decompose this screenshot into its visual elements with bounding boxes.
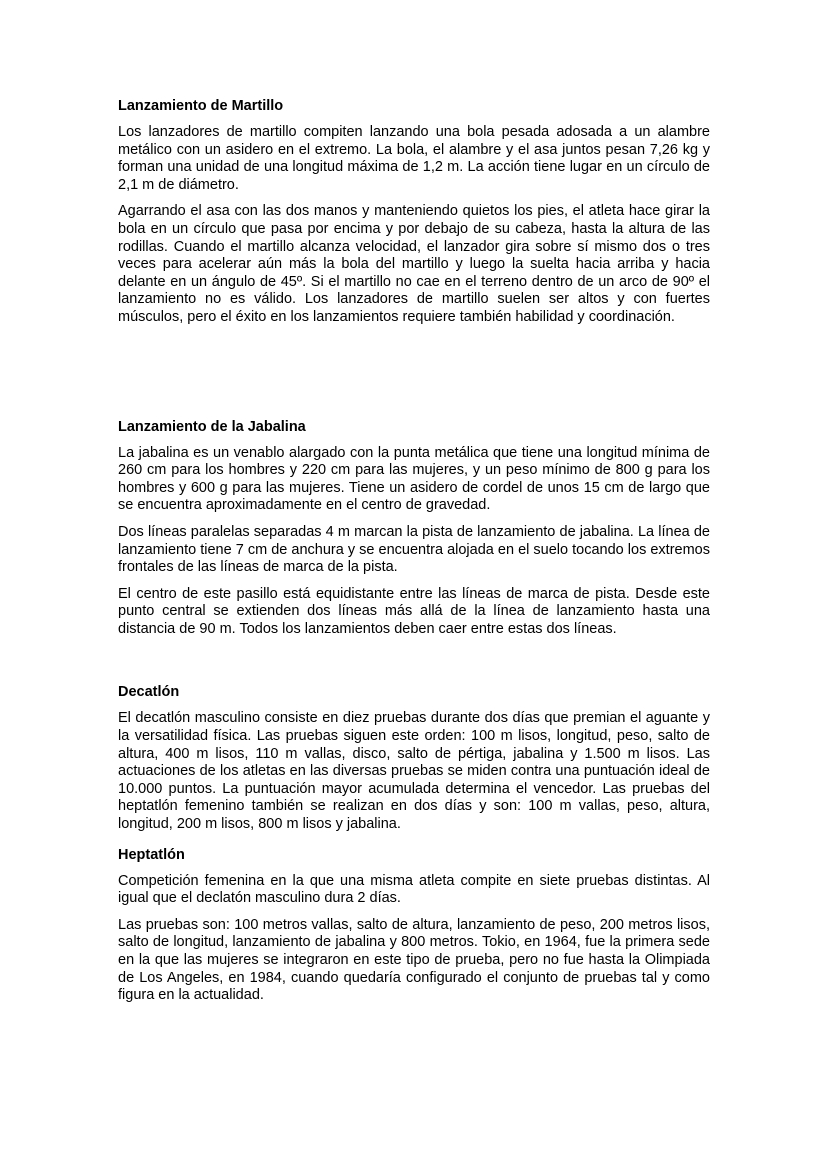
paragraph: Los lanzadores de martillo compiten lanzando una bola pesada adosada a un alambre metálico con un asidero en el extremo. La bola, el alambre y el asa juntos pesan 7,26 kg y forman una unidad de una longitud máxima de 1,2 m. La acción tiene lugar en un círculo de 2,1 m de diámetro. [118, 124, 710, 193]
section-heading: Lanzamiento de la Jabalina [118, 418, 306, 435]
section-heading: Decatlón [118, 684, 180, 701]
document-page [118, 97, 710, 1014]
spacer [118, 336, 710, 418]
section-heading: Lanzamiento de Martillo [118, 98, 284, 114]
section-jabalina [118, 418, 710, 639]
paragraph: El decatlón masculino consiste en diez pruebas durante dos días que premian el aguante y la versatilidad física. Las pruebas siguen este orden: 100 m lisos, longitud, peso, salto de altura, 400 m lisos, 110 m vallas, disco, salto de pértiga, jabalina y 1.500 m lisos. Las actuaciones de los atletas en las diversas pruebas se miden contra una puntuación ideal de 10.000 puntos. La puntuación mayor acumulada determina el vencedor. Las pruebas del heptatlón femenino también se realizan en dos días y son: 100 m vallas, peso, altura, longitud, 200 m lisos, 800 m lisos y jabalina. [118, 710, 710, 833]
paragraph: Dos líneas paralelas separadas 4 m marcan la pista de lanzamiento de jabalina. La línea de lanzamiento tiene 7 cm de anchura y se encuentra alojada en el suelo tocando los extremos frontales de las líneas de marca de la pista. [118, 523, 710, 576]
paragraph: Competición femenina en la que una misma atleta compite en siete pruebas distintas. Al igual que el declatón masculino dura 2 días. [118, 872, 710, 907]
section-decatlon [118, 683, 710, 833]
section-heptatlon [118, 846, 710, 1005]
paragraph: Agarrando el asa con las dos manos y manteniendo quietos los pies, el atleta hace girar la bola en un círculo que pasa por encima y por debajo de su cabeza, hasta la altura de las rodillas. Cuando el martillo alcanza velocidad, el lanzador gira sobre sí mismo dos o tres veces para acelerar aún más la bola del martillo y luego la suelta hacia arriba y hacia delante en un ángulo de 45º. Si el martillo no cae en el terreno dentro de un arco de 90º el lanzamiento no es válido. Los lanzadores de martillo suelen ser altos y con fuertes músculos, pero el éxito en los lanzamientos requiere también habilidad y coordinación. [118, 203, 710, 325]
paragraph: La jabalina es un venablo alargado con la punta metálica que tiene una longitud mínima de 260 cm para los hombres y 220 cm para las mujeres, y un peso mínimo de 800 g para los hombres y 600 g para las mujeres. Tiene un asidero de cordel de unos 15 cm de largo que se encuentra aproximadamente en el centro de gravedad. [118, 444, 710, 514]
paragraph: Las pruebas son: 100 metros vallas, salto de altura, lanzamiento de peso, 200 metros lisos, salto de longitud, lanzamiento de jabalina y 800 metros. Tokio, en 1964, fue la primera sede en la que las mujeres se integraron en este tipo de prueba, pero no fue hasta la Olimpiada de Los Angeles, en 1984, cuando quedaría configurado el conjunto de pruebas tal y como figura en la actualidad. [118, 916, 710, 1004]
section-martillo [118, 97, 710, 327]
spacer [118, 647, 710, 683]
section-heading: Heptatlón [118, 846, 185, 863]
paragraph: El centro de este pasillo está equidistante entre las líneas de marca de pista. Desde este punto central se extienden dos líneas más allá de la línea de lanzamiento hasta una distancia de 90 m. Todos los lanzamientos deben caer entre estas dos líneas. [118, 585, 710, 637]
